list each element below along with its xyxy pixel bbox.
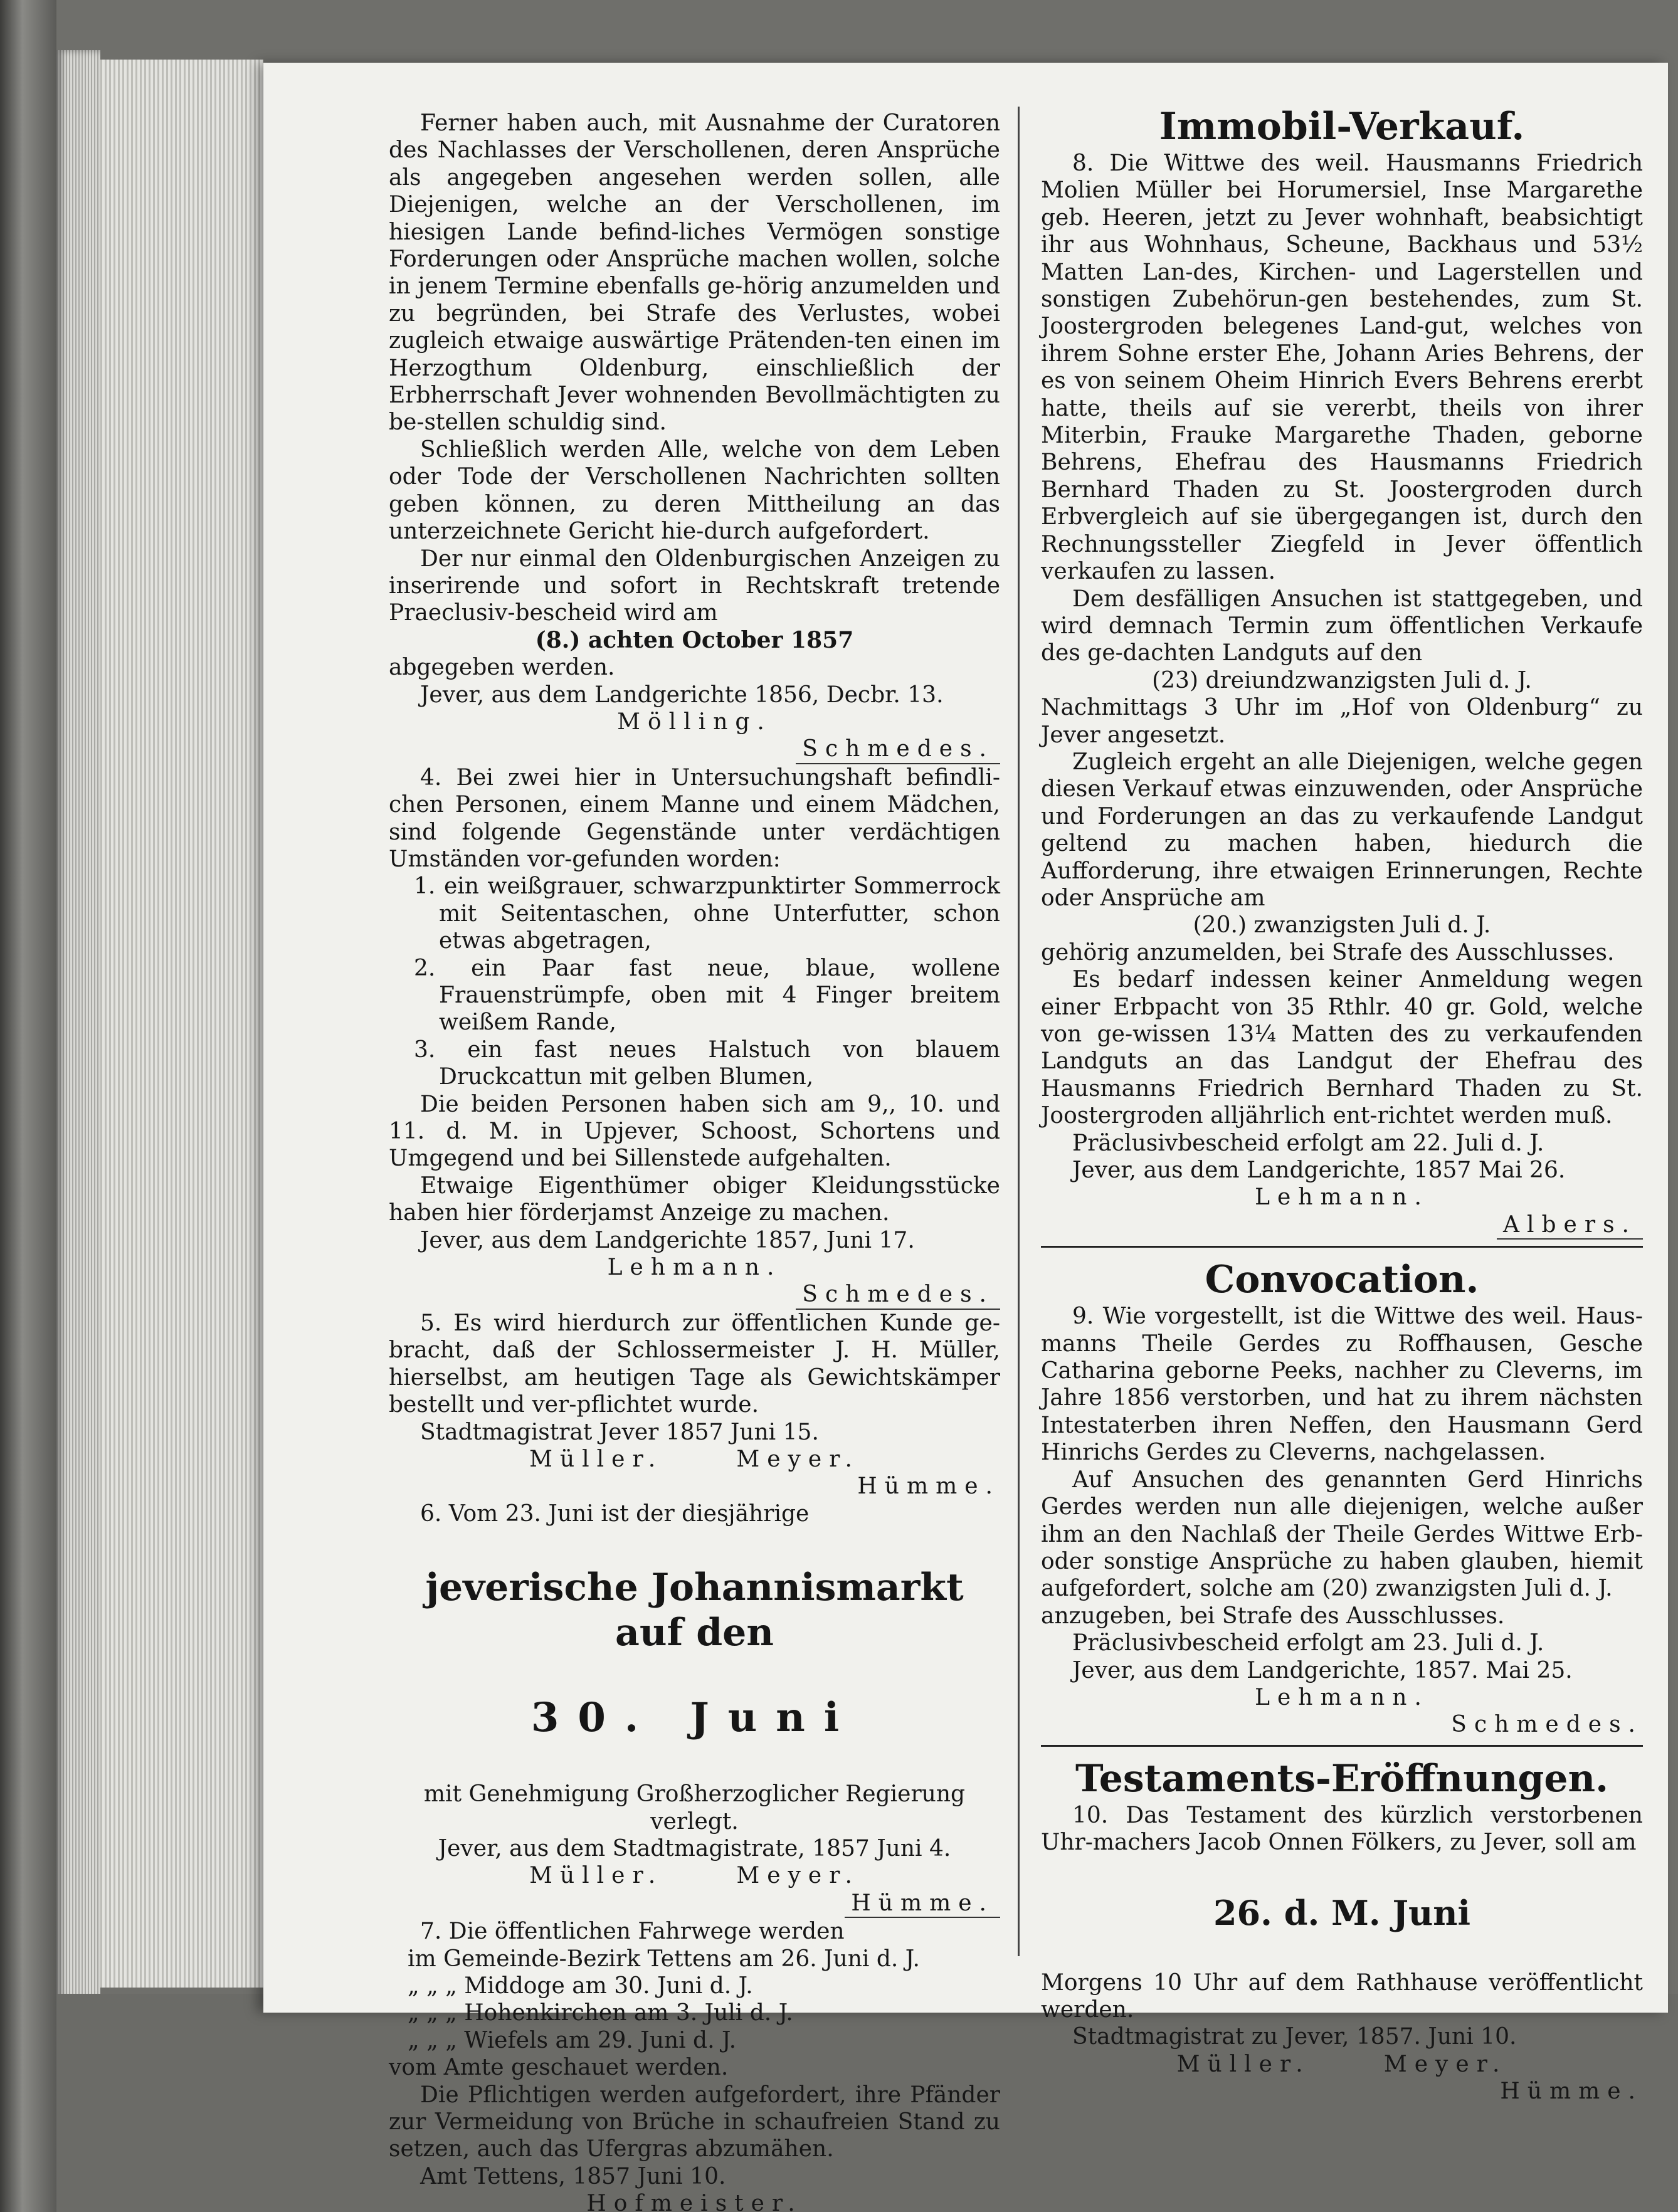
notice-6-text: mit Genehmigung Großherzoglicher Regierung verlegt. (423, 1781, 966, 1835)
notice-9-praeclusiv: Präclusivbescheid erfolgt am 23. Juli d. J. (1072, 1630, 1544, 1656)
notice-9-text: 9. Wie vorgestellt, ist die Wittwe des weil. Haus-manns Theile Gerdes zu Roffhausen, Gesche Catharina geborne Peeks, nachher zu Cleverns, im Jahre 1856 verstorben, und hat zu ihrem nächsten Intestaterben ihren Neffen, den Hausmann Gerd Hinrichs Gerdes zu Cleverns, nachgelassen. (1041, 1304, 1643, 1466)
notice-7-line-4: „ „ „ Wiefels am 29. Juni d. J. (408, 2027, 737, 2053)
notice-8-text-2: Dem desfälligen Ansuchen ist stattgegeben, und wird demnach Termin zum öffentlichen Verkaufe des ge-dachten Landguts auf den (1041, 586, 1643, 666)
notice-5-text: 5. Es wird hierdurch zur öffentlichen Kunde ge-bracht, daß der Schlossermeister J. H. Müller, hierselbst, am heutigen Tage als Gewichtskämper bestellt und ver-pflichtet wurde. (389, 1310, 1000, 1418)
notice-8-court-date: Jever, aus dem Landgerichte, 1857 Mai 26. (1072, 1157, 1566, 1184)
notice-10-text: 10. Das Testament des kürzlich verstorbenen Uhr-machers Jacob Onnen Fölkers, zu Jever, soll am (1041, 1802, 1643, 1856)
notice-4-date: Jever, aus dem Landgerichte 1857, Juni 17. (420, 1227, 915, 1253)
signature-schmedes-3: Schmedes. (1451, 1712, 1643, 1738)
signature-lehmann-1: Lehmann. (607, 1255, 782, 1281)
notice-4-intro: 4. Bei zwei hier in Untersuchungshaft befindli-chen Personen, einem Manne und einem Mädchen, sind folgende Gegenstände unter verdächtigen Umständen vor-gefunden worden: (389, 764, 1000, 872)
signature-hofmeister: Hofmeister. (586, 2191, 803, 2212)
section-rule-1 (1041, 1246, 1643, 1248)
page-stack-fore-edge (100, 60, 263, 1988)
notice-5-signatures (389, 1446, 1000, 1473)
signature-moelling: Mölling. (617, 708, 772, 735)
notice-4-text-2: Etwaige Eigenthümer obiger Kleidungsstücke haben hier förderjamst Anzeige zu machen. (389, 1172, 1000, 1226)
notice-8-praeclusiv: Präclusivbescheid erfolgt am 22. Juli d. J. (1072, 1130, 1544, 1156)
notice-4-item-1: 1. ein weißgrauer, schwarzpunktirter Sommerrock mit Seitentaschen, ohne Unterfutter, schon etwas abgetragen, (414, 873, 1000, 954)
signature-huemme-2: Hümme. (845, 1890, 1000, 1918)
signature-mueller-1: Müller. (529, 1446, 663, 1472)
left-column (389, 110, 1000, 2212)
signature-huemme-3: Hümme. (1500, 2078, 1643, 2105)
notice-10-court-date: Stadtmagistrat zu Jever, 1857. Juni 10. (1072, 2024, 1517, 2050)
notice-6-date-big: 30. Juni (530, 1694, 858, 1742)
court-date-1: Jever, aus dem Landgerichte 1856, Decbr. 13. (420, 682, 944, 708)
notice-7-line-2: „ „ „ Middoge am 30. Juni d. J. (408, 1972, 753, 1999)
notice-8-text-5: gehörig anzumelden, bei Strafe des Ausschlusses. (1041, 939, 1615, 966)
heading-testaments-eroeffnungen: Testaments-Eröffnungen. (1075, 1756, 1609, 1801)
book-binding (0, 0, 56, 2212)
notice-10-text-2: Morgens 10 Uhr auf dem Rathhause veröffentlicht werden. (1041, 1969, 1643, 2023)
column-divider (1018, 107, 1020, 1956)
notice-9-text-3: anzugeben, bei Strafe des Ausschlusses. (1041, 1603, 1505, 1629)
signature-mueller-3: Müller. (1176, 2051, 1311, 2077)
notice-4-item-2: 2. ein Paar fast neue, blaue, wollene Frauenstrümpfe, oben mit 4 Finger breitem weißem Rande, (414, 955, 1000, 1036)
signature-lehmann-2: Lehmann. (1255, 1184, 1429, 1211)
notice-6-headline: jeverische Johannismarkt auf den (425, 1566, 964, 1655)
signature-lehmann-3: Lehmann. (1255, 1684, 1429, 1710)
notice-6-intro: 6. Vom 23. Juni ist der diesjährige (420, 1500, 810, 1527)
abgegeben-line: abgegeben werden. (389, 655, 615, 681)
notice-4-item-3: 3. ein fast neues Halstuch von blauem Druckcattun mit gelben Blumen, (414, 1036, 1000, 1090)
notice-9-court-date: Jever, aus dem Landgerichte, 1857. Mai 25. (1072, 1657, 1573, 1683)
heading-immobil-verkauf: Immobil-Verkauf. (1159, 105, 1525, 149)
notice-7-after: vom Amte geschauet werden. (389, 2055, 729, 2081)
page-stack-edge (56, 50, 100, 2000)
notice-7-intro: 7. Die öffentlichen Fahrwege werden (420, 1919, 845, 1945)
notice-10-date-big: 26. d. M. Juni (1213, 1892, 1471, 1933)
signature-meyer-3: Meyer. (1383, 2051, 1507, 2077)
notice-8-date-2: (20.) zwanzigsten Juli d. J. (1193, 912, 1491, 939)
right-column (1041, 105, 1643, 2105)
notice-7-date: Amt Tettens, 1857 Juni 10. (420, 2163, 726, 2189)
heading-convocation: Convocation. (1205, 1258, 1479, 1302)
notice-7-line-3: „ „ „ Hohenkirchen am 3. Juli d. J. (408, 2000, 793, 2026)
intro-paragraph-1: Ferner haben auch, mit Ausnahme der Curatoren des Nachlasses der Verschollenen, deren Ansprüche als angegeben angesehen werden sollen, alle Diejenigen, welche an der Verschollenen, im hiesigen Lande befind-liches Vermögen sonstige Forderungen oder Ansprüche machen wollen, solche in jenem Termine ebenfalls ge-hörig anzumelden und zu begründen, bei Strafe des Verlustes, wobei zugleich etwaige auswärtige Prätenden-ten einen im Herzogthum Oldenburg, einschließlich der Erbherrschaft Jever wohnenden Bevollmächtigten zu be-stellen schuldig sind. (389, 110, 1000, 436)
notice-8-text: 8. Die Wittwe des weil. Hausmanns Friedrich Molien Müller bei Horumersiel, Inse Margarethe geb. Heeren, jetzt zu Jever wohnhaft, beabsichtigt ihr aus Wohnhaus, Scheune, Backhaus und 53½ Matten Lan-des, Kirchen- und Lagerstellen und sonstigen Zubehörun-gen bestehendes, zum St. Joostergroden belegenes Land-gut, welches von ihrem Sohne erster Ehe, Johann Aries Behrens, der es von seinem Oheim Hinrich Evers Behrens ererbt hatte, theils auf sie vererbt, theils von ihrer Miterbin, Frauke Margarethe Thaden, geborne Behrens, Ehefrau des Hausmanns Friedrich Bernhard Thaden zu St. Joostergroden durch Erbvergleich auf sie übergegangen ist, durch den Rechnungssteller Ziegfeld in Jever öffentlich verkaufen zu lassen. (1041, 150, 1643, 585)
signature-schmedes-2: Schmedes. (796, 1281, 1000, 1309)
signature-schmedes-1: Schmedes. (796, 735, 1000, 764)
notice-9-text-2: Auf Ansuchen des genannten Gerd Hinrichs Gerdes werden nun alle diejenigen, welche außer ihm an den Nachlaß der Theile Gerdes Wittwe Erb- oder sonstige Ansprüche zu haben glauben, hiemit aufgefordert, solche am (20) zwanzigsten Juli d. J. (1041, 1467, 1643, 1602)
termin-date: (8.) achten October 1857 (535, 626, 854, 653)
intro-paragraph-2: Schließlich werden Alle, welche von dem Leben oder Tode der Verschollenen Nachrichten sollten geben können, zu deren Mittheilung an das unterzeichnete Gericht hie-durch aufgefordert. (389, 436, 1000, 545)
signature-mueller-2: Müller. (529, 1863, 663, 1889)
intro-paragraph-3: Der nur einmal den Oldenburgischen Anzeigen zu inserirende und sofort in Rechtskraft tretende Praeclusiv-bescheid wird am (389, 545, 1000, 626)
notice-4-text-1: Die beiden Personen haben sich am 9,, 10. und 11. d. M. in Upjever, Schoost, Schortens und Umgegend und bei Sillenstede aufgehalten. (389, 1091, 1000, 1172)
notice-10-signatures (1041, 2051, 1643, 2078)
notice-7-line-1: im Gemeinde-Bezirk Tettens am 26. Juni d. J. (408, 1946, 920, 1972)
signature-albers: Albers. (1497, 1211, 1643, 1240)
signature-huemme-1: Hümme. (857, 1473, 1000, 1500)
notice-6-date: Jever, aus dem Stadtmagistrate, 1857 Juni 4. (438, 1835, 951, 1862)
signature-meyer-1: Meyer. (736, 1446, 860, 1472)
notice-8-date-1: (23) dreiundzwanzigsten Juli d. J. (1152, 667, 1532, 693)
notice-8-text-4: Zugleich ergeht an alle Diejenigen, welche gegen diesen Verkauf etwas einzuwenden, oder Ansprüche und Forderungen an das zu verkaufende Landgut geltend zu machen haben, hiedurch die Aufforderung, ihre etwaigen Erinnerungen, Rechte oder Ansprüche am (1041, 749, 1643, 911)
section-rule-2 (1041, 1745, 1643, 1747)
notice-8-text-6: Es bedarf indessen keiner Anmeldung wegen einer Erbpacht von 35 Rthlr. 40 gr. Gold, welche von ge-wissen 13¼ Matten des zu verkaufenden Landguts an das Landgut der Ehefrau des Hausmanns Friedrich Bernhard Thaden zu St. Joostergroden alljährlich ent-richtet werden muß. (1041, 967, 1643, 1129)
notice-6-signatures (389, 1862, 1000, 1889)
signature-meyer-2: Meyer. (736, 1863, 860, 1889)
notice-7-text: Die Pflichtigen werden aufgefordert, ihre Pfänder zur Vermeidung von Brüche in schaufreien Stand zu setzen, auch das Ufergras abzumähen. (389, 2082, 1000, 2162)
notice-5-date: Stadtmagistrat Jever 1857 Juni 15. (420, 1419, 819, 1445)
notice-8-text-3: Nachmittags 3 Uhr im „Hof von Oldenburg“ zu Jever angesetzt. (1041, 695, 1643, 748)
